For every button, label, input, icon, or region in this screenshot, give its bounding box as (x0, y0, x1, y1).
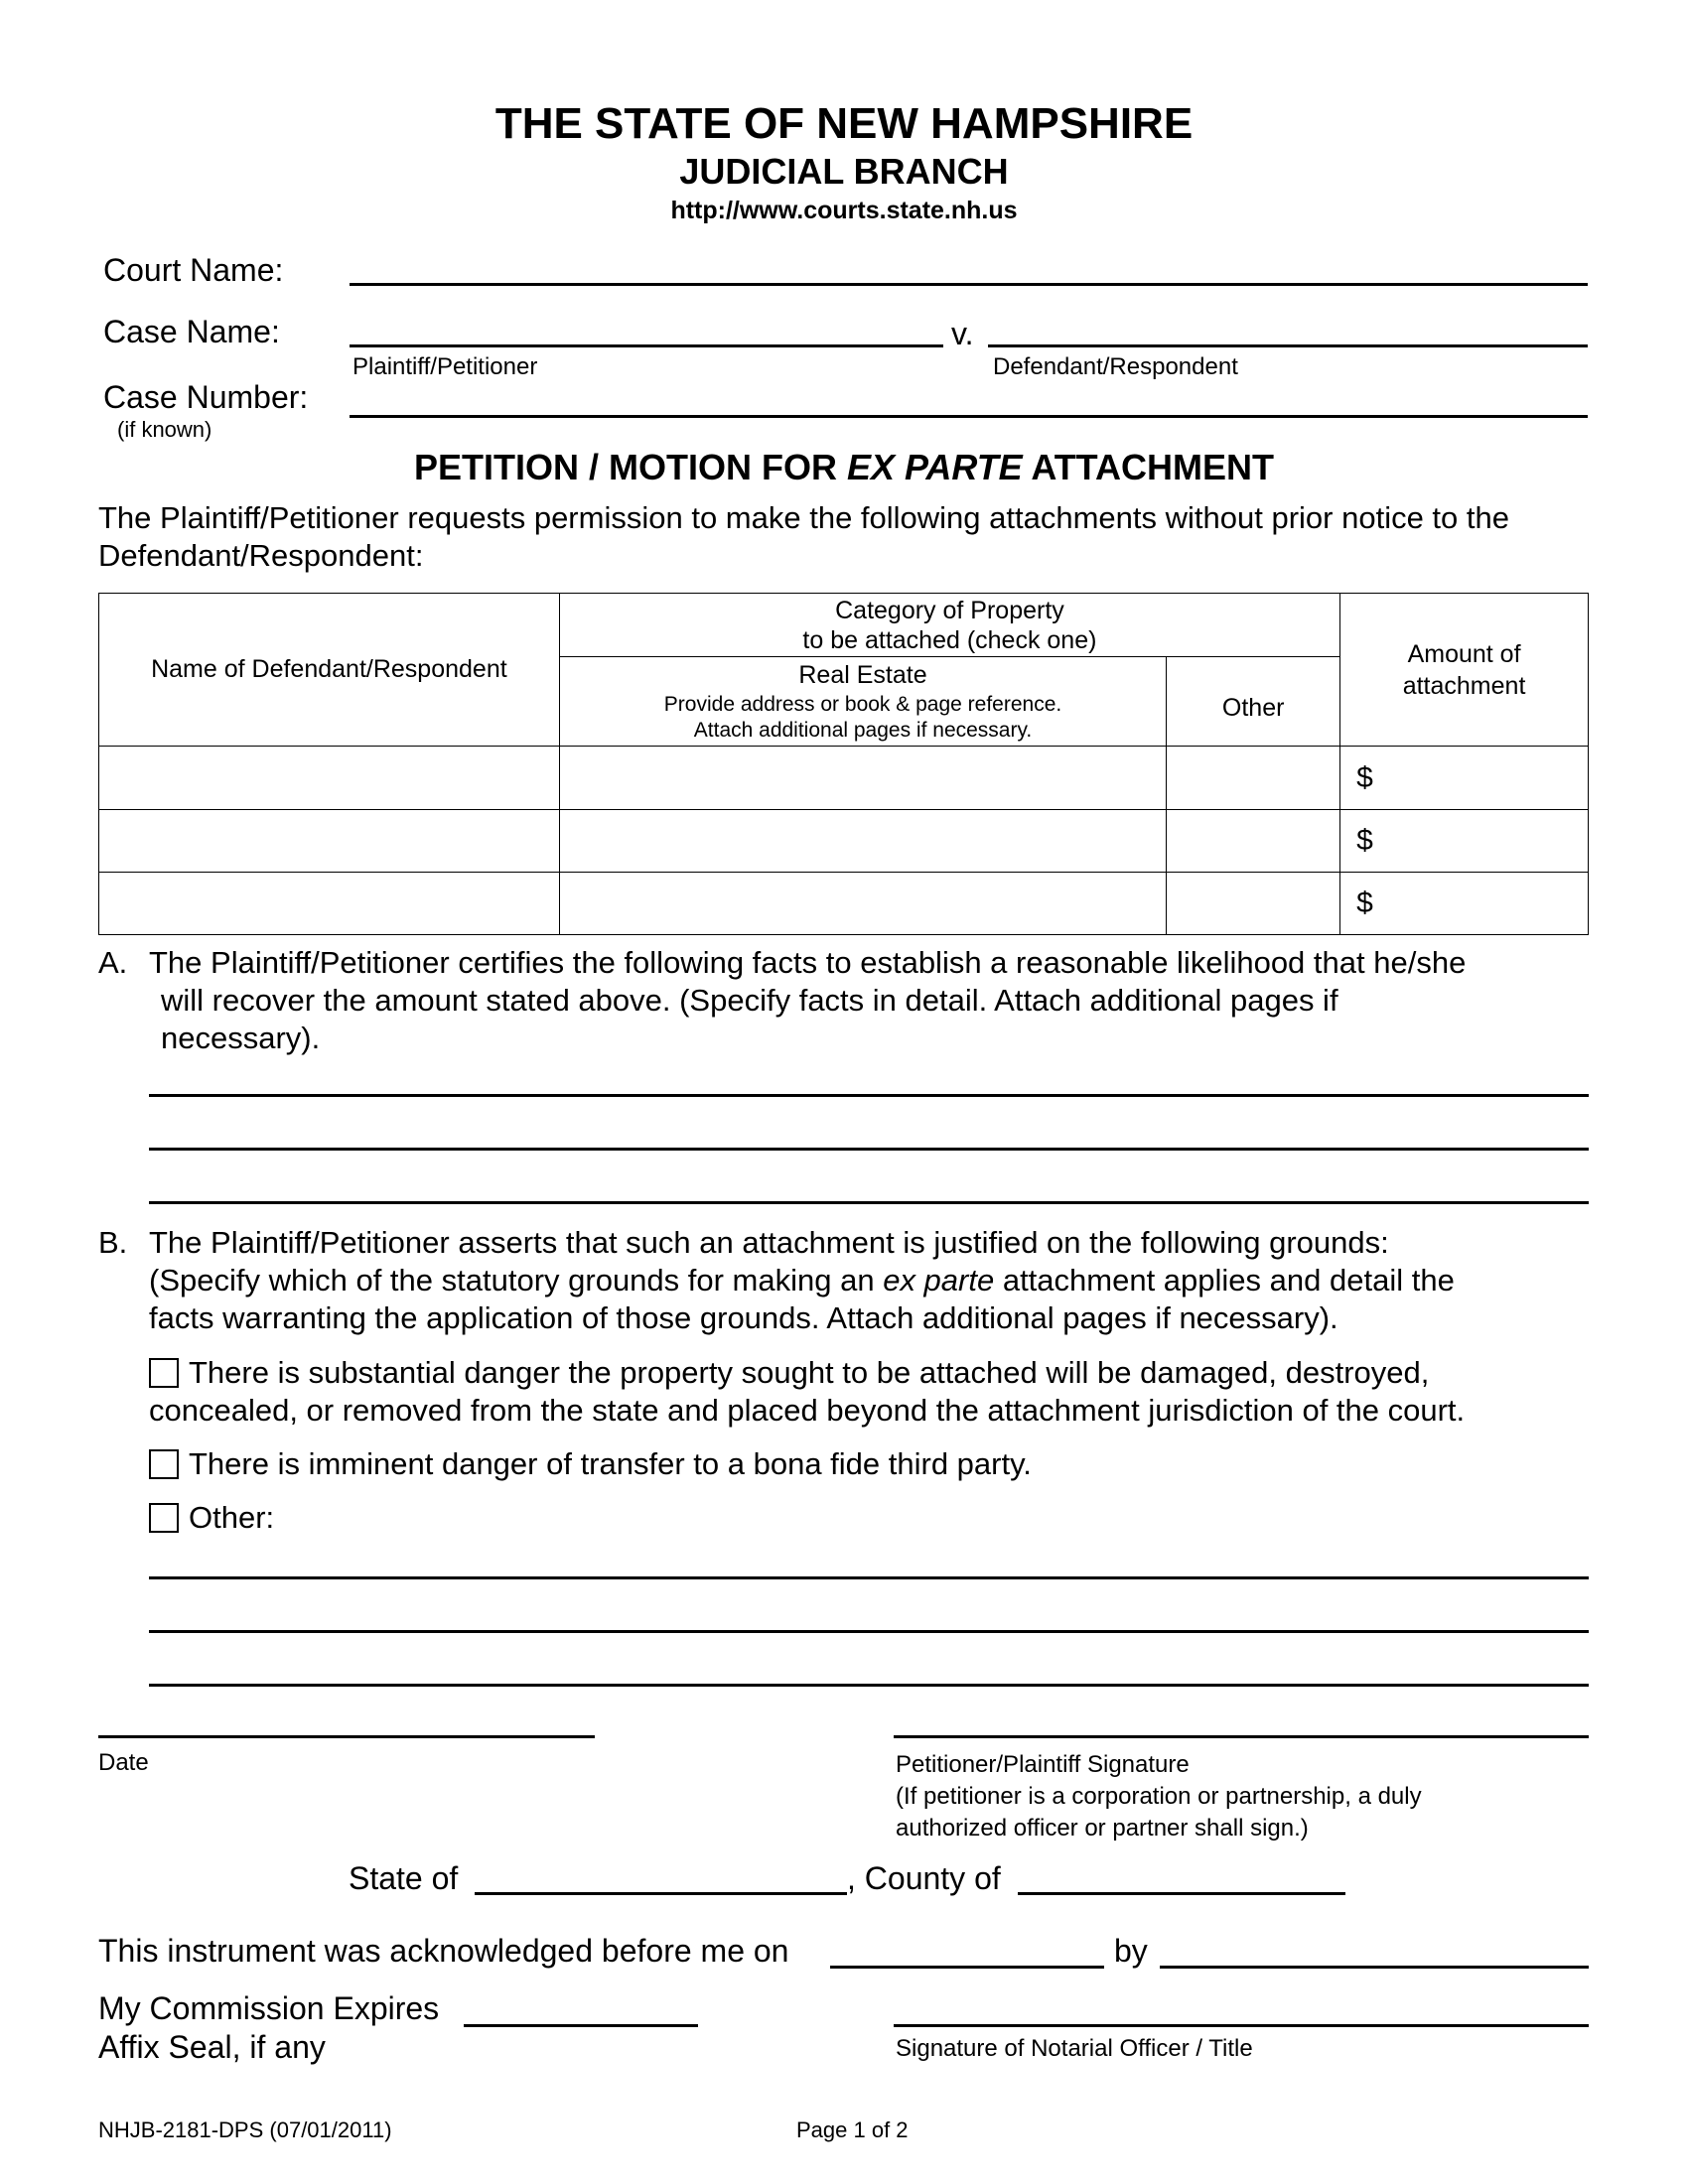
col-header-amount (1340, 594, 1589, 747)
section-a-letter: A. (98, 945, 128, 980)
intro-paragraph: The Plaintiff/Petitioner requests permission to make the following attachments without prior notice to the Defendant/Respondent: (98, 500, 1509, 573)
table-row (99, 873, 1589, 935)
real-estate-note1: Provide address or book & page reference. (663, 693, 1062, 716)
option-substantial-danger (149, 1354, 1599, 1392)
real-estate-note2: Attach additional pages if necessary. (693, 719, 1033, 742)
case-number-label: Case Number: (103, 379, 309, 415)
option-imminent-danger (149, 1445, 1599, 1483)
option1-line1: There is substantial danger the property sought to be attached will be damaged, destroyed, (189, 1355, 1430, 1390)
col-header-other: Other (1167, 657, 1340, 747)
section-a-line3: necessary). (161, 1021, 321, 1055)
amount-cell[interactable]: $ (1340, 810, 1589, 873)
col-header-category (559, 594, 1339, 657)
notary-signature-field[interactable] (894, 2024, 1589, 2027)
signature-label: Petitioner/Plaintiff Signature (896, 1751, 1190, 1778)
option-other (149, 1499, 1599, 1537)
court-name-label: Court Name: (103, 252, 284, 288)
category-line1: Category of Property (835, 596, 1064, 624)
amount-cell[interactable]: $ (1340, 747, 1589, 810)
state-of-label: State of (349, 1860, 459, 1896)
affix-seal-label: Affix Seal, if any (98, 2029, 326, 2065)
petition-title (0, 447, 1688, 488)
county-of-field[interactable] (1018, 1892, 1345, 1895)
real-estate-label: Real Estate (798, 661, 927, 689)
section-b-line3: facts warranting the application of those grounds. Attach additional pages if necessary). (149, 1300, 1338, 1335)
table-row (99, 810, 1589, 873)
category-line2: to be attached (check one) (802, 625, 1097, 654)
amount-cell[interactable]: $ (1340, 873, 1589, 935)
acknowledged-date-field[interactable] (830, 1966, 1104, 1969)
defendant-cell[interactable] (99, 873, 560, 935)
commission-label: My Commission Expires (98, 1990, 440, 2026)
plaintiff-petitioner-caption: Plaintiff/Petitioner (352, 353, 538, 380)
case-number-field[interactable] (350, 415, 1588, 418)
if-known-note: (if known) (117, 417, 212, 442)
acknowledged-label: This instrument was acknowledged before me on (98, 1933, 789, 1969)
section-b-line2-pre: (Specify which of the statutory grounds for making an (149, 1263, 884, 1297)
title-prefix: PETITION / MOTION FOR (413, 447, 847, 487)
amount-line1: Amount of (1407, 639, 1521, 668)
commission-expires-field[interactable] (464, 2024, 698, 2027)
petitioner-signature-field[interactable] (894, 1735, 1589, 1738)
defendant-name-field[interactable] (988, 344, 1588, 347)
title-ex-parte: EX PARTE (846, 447, 1023, 487)
notary-signature-label: Signature of Notarial Officer / Title (896, 2035, 1253, 2062)
option1-line2: concealed, or removed from the state and placed beyond the attachment jurisdiction of the court. (149, 1393, 1466, 1428)
section-b-letter: B. (98, 1225, 128, 1260)
section-b-line2 (149, 1262, 1599, 1299)
form-id: NHJB-2181-DPS (07/01/2011) (98, 2117, 392, 2142)
amount-line2: attachment (1402, 671, 1526, 700)
plaintiff-name-field[interactable] (350, 344, 943, 347)
court-name-field[interactable] (350, 283, 1588, 286)
table-row (99, 747, 1589, 810)
section-a-line1: The Plaintiff/Petitioner certifies the following facts to establish a reasonable likelihood that he/she (149, 945, 1467, 980)
signature-note2: authorized officer or partner shall sign.) (896, 1815, 1309, 1842)
checkbox-substantial-danger[interactable] (149, 1358, 179, 1388)
state-title: THE STATE OF NEW HAMPSHIRE (494, 99, 1194, 148)
other-cell[interactable] (1167, 873, 1340, 935)
county-of-label: , County of (847, 1860, 1001, 1896)
by-label: by (1114, 1933, 1148, 1969)
facts-line[interactable] (149, 1201, 1589, 1204)
option2-text: There is imminent danger of transfer to a bona fide third party. (189, 1446, 1032, 1481)
real-estate-cell[interactable] (559, 747, 1166, 810)
attachment-table (98, 593, 1589, 935)
defendant-cell[interactable] (99, 810, 560, 873)
defendant-cell[interactable] (99, 747, 560, 810)
col-header-defendant: Name of Defendant/Respondent (99, 594, 560, 747)
versus-text: v. (951, 316, 974, 351)
signature-block (896, 1749, 1422, 1844)
other-cell[interactable] (1167, 810, 1340, 873)
real-estate-cell[interactable] (559, 810, 1166, 873)
acknowledged-by-field[interactable] (1160, 1966, 1589, 1969)
col-header-real-estate (559, 657, 1166, 747)
date-label: Date (98, 1749, 149, 1776)
option3-text: Other: (189, 1500, 275, 1535)
date-field[interactable] (98, 1735, 595, 1738)
other-cell[interactable] (1167, 747, 1340, 810)
checkbox-imminent-danger[interactable] (149, 1449, 179, 1479)
branch-title: JUDICIAL BRANCH (679, 151, 1009, 192)
facts-line[interactable] (149, 1148, 1589, 1151)
real-estate-cell[interactable] (559, 873, 1166, 935)
signature-note1: (If petitioner is a corporation or partnership, a duly (896, 1783, 1422, 1810)
section-b-line2-post: attachment applies and detail the (994, 1263, 1455, 1297)
facts-line[interactable] (149, 1094, 1589, 1097)
section-b-ex-parte: ex parte (883, 1263, 995, 1297)
grounds-line[interactable] (149, 1576, 1589, 1579)
checkbox-other[interactable] (149, 1503, 179, 1533)
section-a-line2: will recover the amount stated above. (Specify facts in detail. Attach additional pages if (161, 983, 1338, 1018)
grounds-line[interactable] (149, 1630, 1589, 1633)
grounds-line[interactable] (149, 1684, 1589, 1687)
case-name-label: Case Name: (103, 314, 280, 349)
section-b-line1: The Plaintiff/Petitioner asserts that such an attachment is justified on the following grounds: (149, 1225, 1389, 1260)
defendant-respondent-caption: Defendant/Respondent (993, 353, 1238, 380)
page-number: Page 1 of 2 (796, 2117, 909, 2142)
state-of-field[interactable] (475, 1892, 847, 1895)
court-website-link[interactable]: http://www.courts.state.nh.us (670, 197, 1018, 224)
title-suffix: ATTACHMENT (1022, 447, 1274, 487)
